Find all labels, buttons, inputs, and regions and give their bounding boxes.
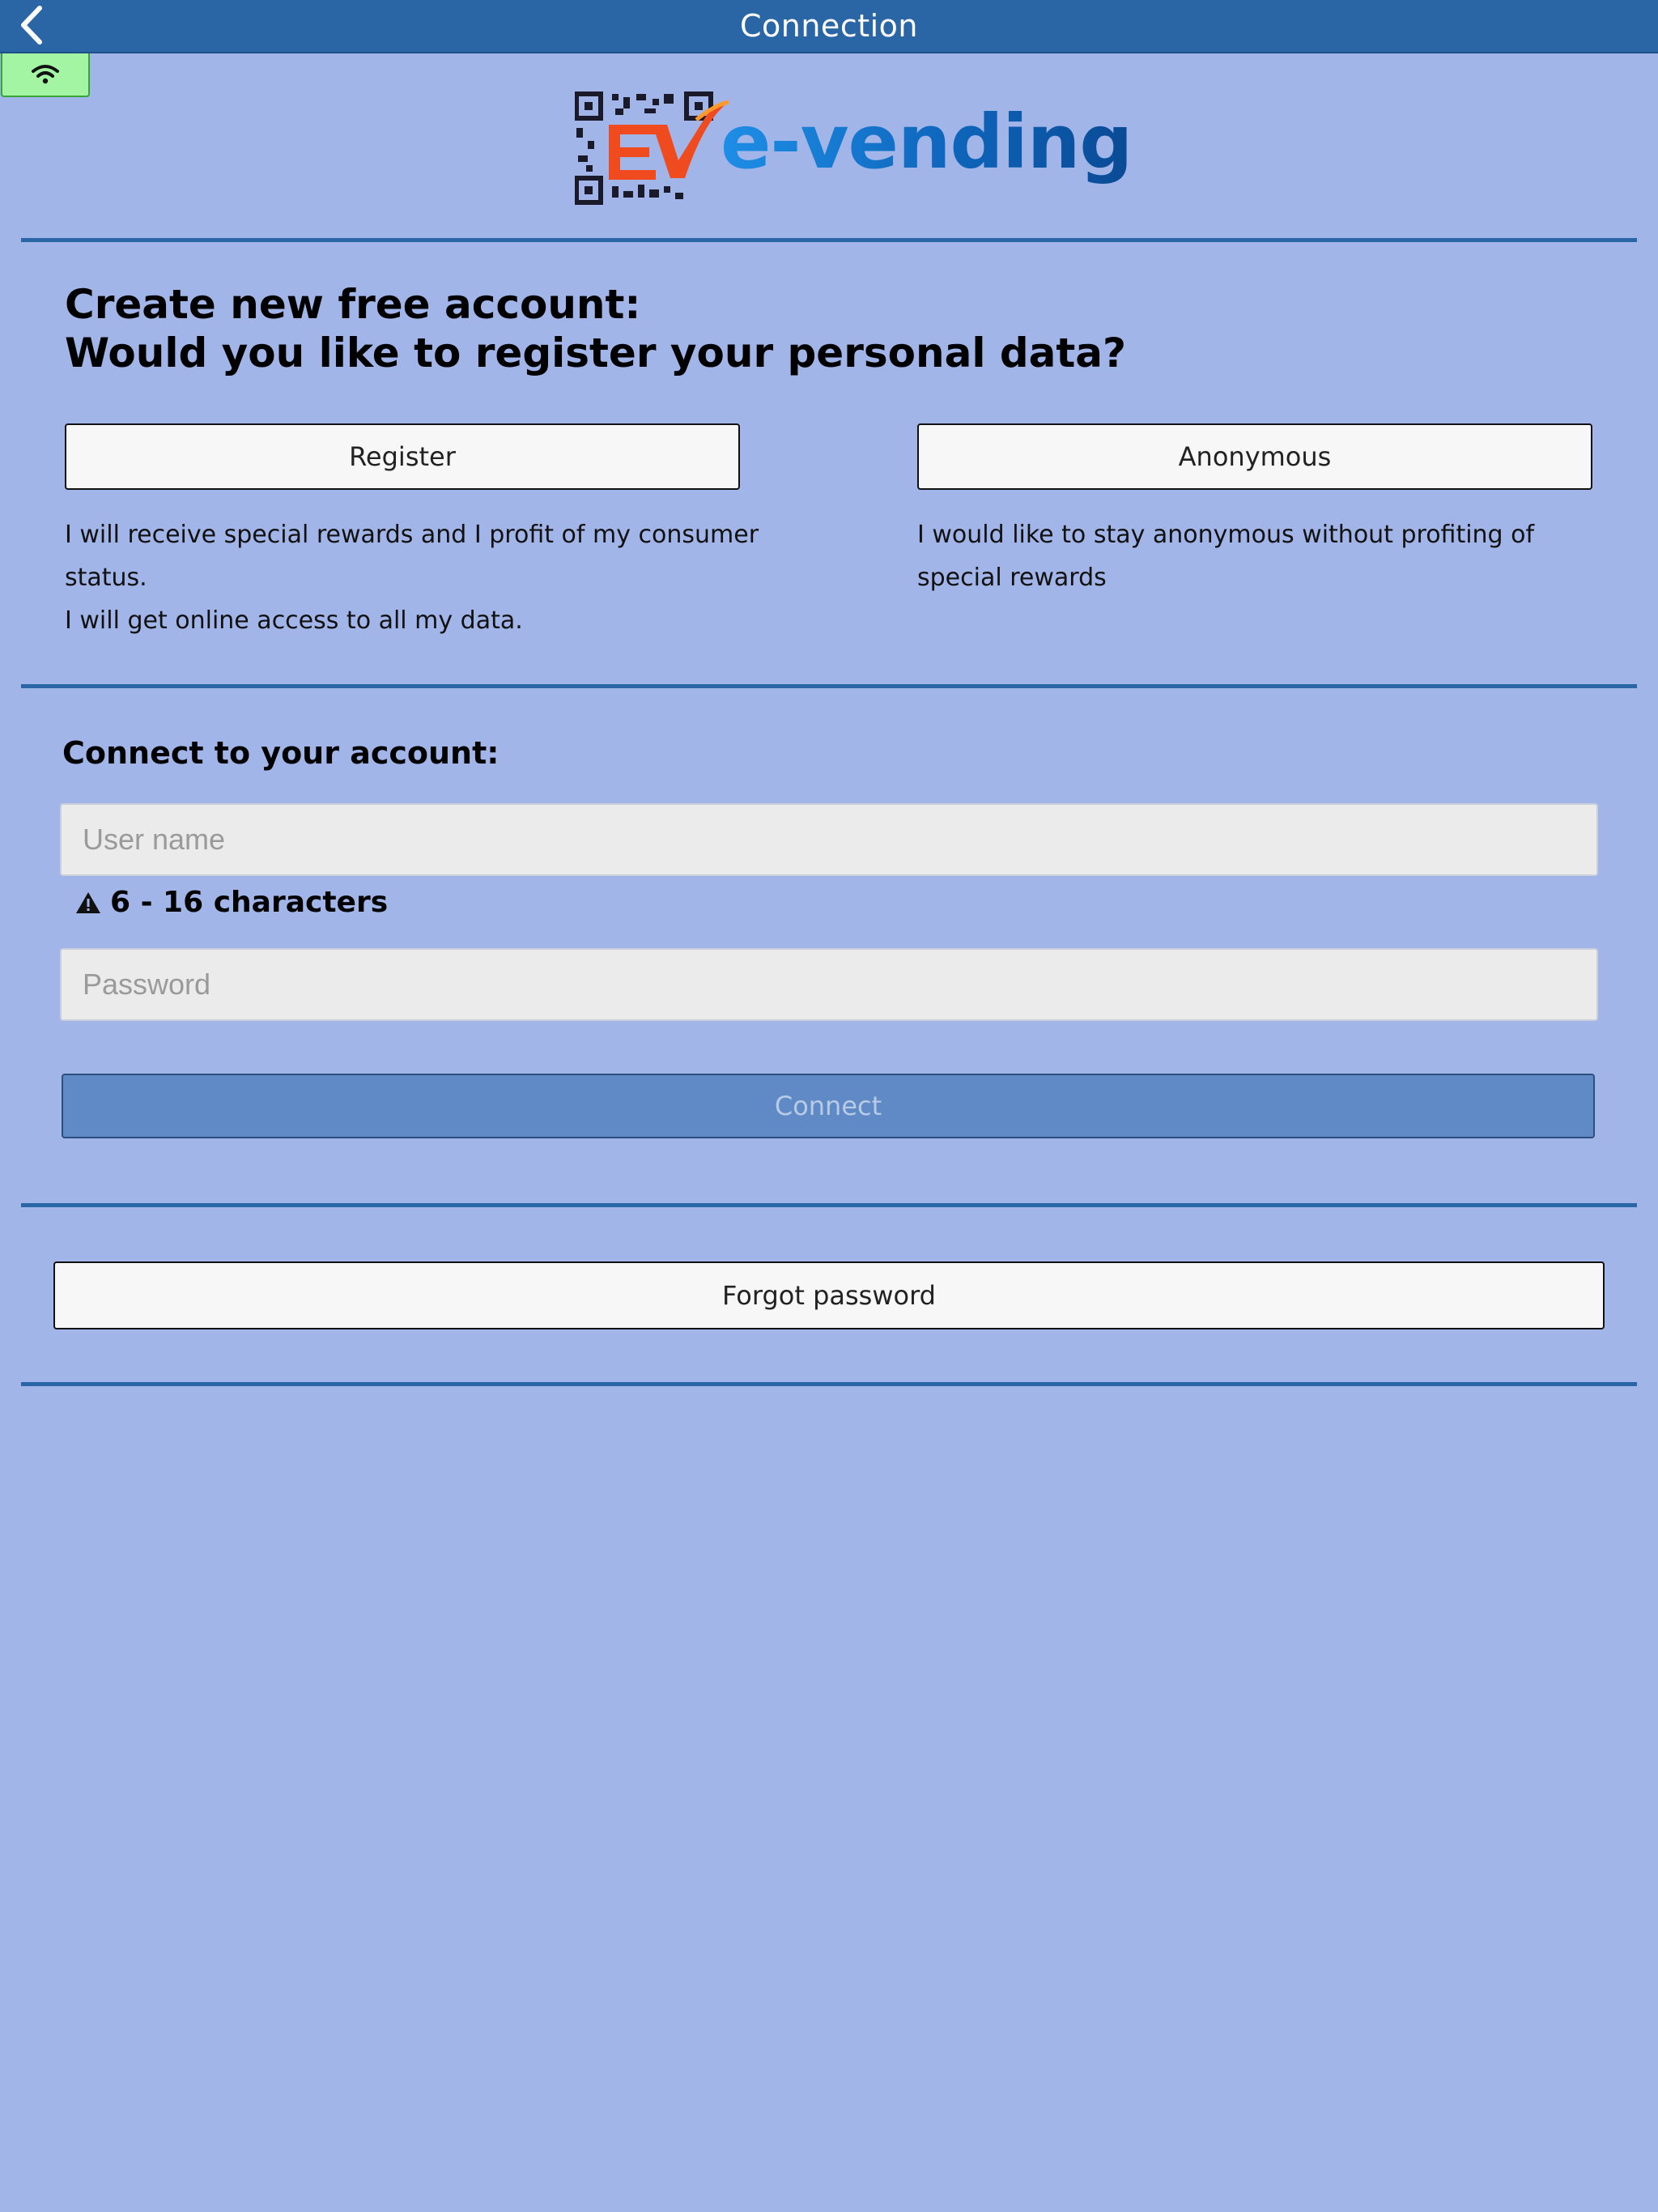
- password-input[interactable]: [60, 948, 1598, 1021]
- logo-text: e-vending: [721, 99, 1133, 185]
- username-hint: [74, 886, 388, 919]
- register-title-line1: Create new free account:: [65, 281, 641, 328]
- warning-icon: [74, 891, 102, 915]
- register-section-title: [65, 280, 1126, 377]
- divider: [21, 238, 1637, 242]
- register-desc-line: status.: [65, 564, 147, 592]
- register-description: [65, 513, 759, 642]
- login-section-title: Connect to your account:: [62, 735, 500, 771]
- anonymous-desc-line: special rewards: [917, 564, 1107, 592]
- divider: [21, 684, 1637, 688]
- wifi-status-badge: [1, 53, 90, 97]
- divider: [21, 1382, 1637, 1386]
- connect-button[interactable]: Connect: [62, 1074, 1595, 1138]
- register-desc-line: I will receive special rewards and I profit of my consumer: [65, 521, 759, 549]
- username-hint-text: 6 - 16 characters: [110, 886, 389, 919]
- register-title-line2: Would you like to register your personal data?: [65, 330, 1127, 376]
- register-button[interactable]: Register: [65, 423, 740, 490]
- anonymous-description: [917, 513, 1534, 599]
- username-input[interactable]: [60, 803, 1598, 876]
- page-title: Connection: [739, 8, 918, 44]
- e-vending-logo: [575, 91, 1133, 206]
- register-desc-line: I will get online access to all my data.: [65, 606, 523, 635]
- header-bar: [0, 0, 1658, 53]
- wifi-icon: [32, 64, 59, 85]
- anonymous-desc-line: I would like to stay anonymous without profiting of: [917, 521, 1535, 549]
- qr-logo-icon: [575, 91, 729, 206]
- anonymous-button[interactable]: Anonymous: [917, 423, 1592, 490]
- forgot-password-button[interactable]: Forgot password: [53, 1261, 1605, 1329]
- divider: [21, 1203, 1637, 1207]
